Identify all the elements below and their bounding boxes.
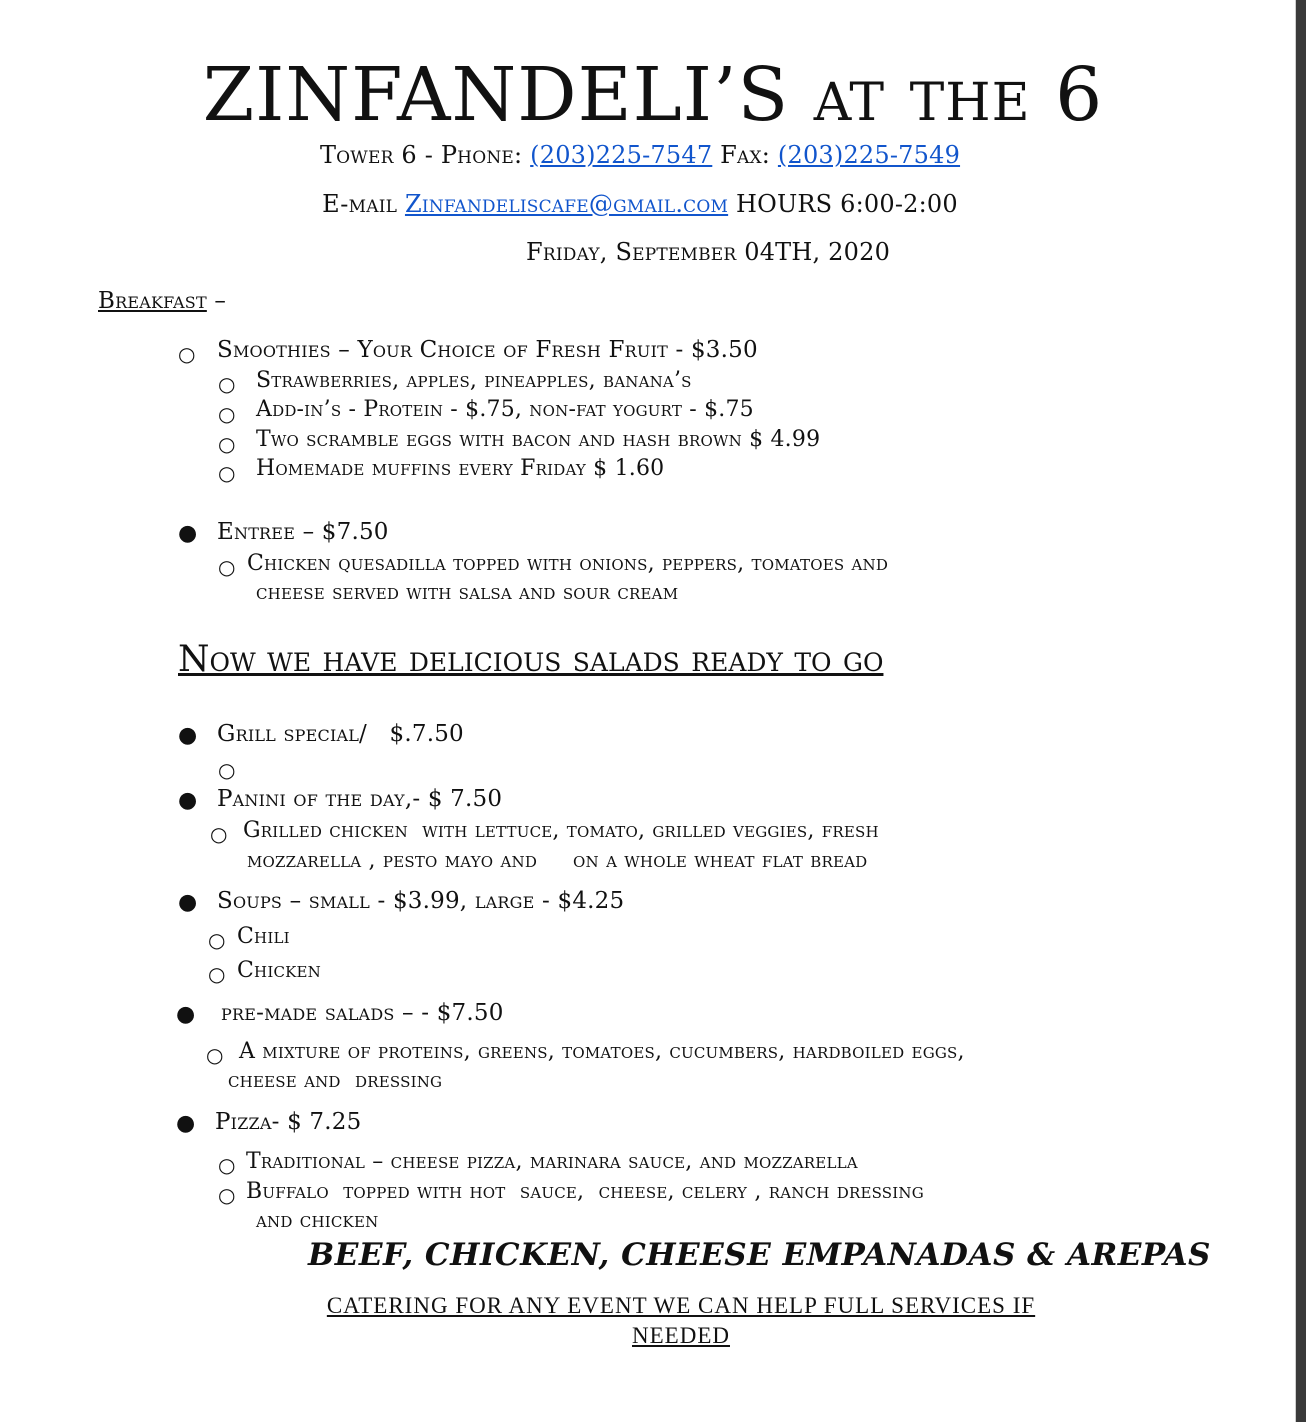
entree-item: Entree – $7.50 [217, 519, 389, 545]
catering-line-1: CATERING FOR ANY EVENT WE CAN HELP FULL SERVICES IF [326, 1293, 1036, 1318]
smoothies-item: Smoothies – Your Choice of Fresh Fruit - $3.50 [217, 337, 758, 363]
scrollbar[interactable] [1296, 0, 1306, 1422]
hours-text: HOURS 6:00-2:00 [735, 190, 958, 218]
grill-special-item: Grill special/ $.7.50 [217, 721, 464, 747]
panini-desc-1: Grilled chicken with lettuce, tomato, grilled veggies, fresh [243, 818, 879, 843]
pizza-item: Pizza- $ 7.25 [215, 1109, 362, 1135]
fax-label: Fax: [720, 141, 771, 169]
premade-salads-label: pre-made salads [221, 1000, 395, 1026]
bullet-icon: ● [178, 521, 198, 546]
smoothie-addins: Add-in’s - Protein - $.75, non-fat yogurt - $.75 [256, 397, 754, 422]
email-link[interactable]: Zinfandeliscafe@gmail.com [404, 190, 729, 218]
sub-bullet-icon: ○ [208, 962, 226, 986]
premade-desc-1: A mixture of proteins, greens, tomatoes, cucumbers, hardboiled eggs, [239, 1039, 965, 1064]
empanadas-banner: BEEF, CHICKEN, CHEESE EMPANADAS & AREPAS [308, 1237, 1211, 1273]
sub-bullet-icon: ○ [206, 1043, 224, 1067]
email-line [0, 192, 1280, 216]
soup-chicken: Chicken [237, 958, 321, 983]
entree-desc-1: Chicken quesadilla topped with onions, peppers, tomatoes and [247, 551, 889, 576]
panini-item: Panini of the day,- $ 7.50 [217, 786, 503, 812]
tower-phone-label: Tower 6 - Phone: [319, 141, 523, 169]
pizza-traditional: Traditional – cheese pizza, marinara sauce, and mozzarella [246, 1149, 858, 1174]
catering-line-2: NEEDED [632, 1323, 730, 1348]
phone-link[interactable]: (203)225-7547 [530, 141, 713, 169]
panini-desc-2: mozzarella , pesto mayo and on a whole wheat flat bread [247, 848, 868, 873]
premade-desc-2: cheese and dressing [228, 1068, 443, 1093]
bullet-icon: ● [178, 890, 198, 915]
sub-bullet-icon: ○ [218, 432, 236, 456]
smoothie-fruits: Strawberries, apples, pineapples, banana’s [256, 368, 692, 393]
bullet-icon: ● [178, 723, 198, 748]
sub-bullet-icon: ○ [208, 928, 226, 952]
entree-desc-2: cheese served with salsa and sour cream [256, 580, 679, 605]
premade-salads-item [221, 1002, 504, 1025]
page-title: ZINFANDELI’S at the 6 [202, 52, 1104, 138]
eggs-item: Two scramble eggs with bacon and hash brown $ 4.99 [256, 427, 821, 452]
bullet-icon: ● [176, 1111, 196, 1136]
salads-banner: Now we have delicious salads ready to go [178, 639, 884, 680]
bullet-icon: ● [178, 788, 198, 813]
premade-salads-price: – - $7.50 [394, 1000, 504, 1026]
breakfast-heading-text: Breakfast [98, 288, 207, 314]
sub-bullet-icon: ○ [218, 461, 236, 485]
breakfast-heading [98, 290, 226, 313]
pizza-buffalo-1: Buffalo topped with hot sauce, cheese, celery , ranch dressing [246, 1179, 924, 1204]
email-label: E-mail [322, 190, 398, 218]
menu-date: Friday, September 04TH, 2020 [526, 238, 891, 266]
muffins-item: Homemade muffins every Friday $ 1.60 [256, 456, 665, 481]
breakfast-heading-dash: – [206, 288, 227, 314]
sub-bullet-icon: ○ [218, 372, 236, 396]
sub-bullet-icon: ○ [178, 342, 196, 366]
fax-link[interactable]: (203)225-7549 [777, 141, 961, 169]
sub-bullet-icon: ○ [210, 822, 228, 846]
soups-item: Soups – small - $3.99, large - $4.25 [217, 888, 625, 914]
sub-bullet-icon: ○ [218, 1183, 236, 1207]
bullet-icon: ● [176, 1002, 196, 1027]
empty-sub-bullet-icon: ○ [218, 758, 236, 782]
sub-bullet-icon: ○ [218, 1153, 236, 1177]
sub-bullet-icon: ○ [218, 402, 236, 426]
contact-line [0, 143, 1280, 167]
sub-bullet-icon: ○ [218, 555, 236, 579]
pizza-buffalo-2: and chicken [256, 1208, 379, 1233]
soup-chili: Chili [237, 924, 290, 949]
